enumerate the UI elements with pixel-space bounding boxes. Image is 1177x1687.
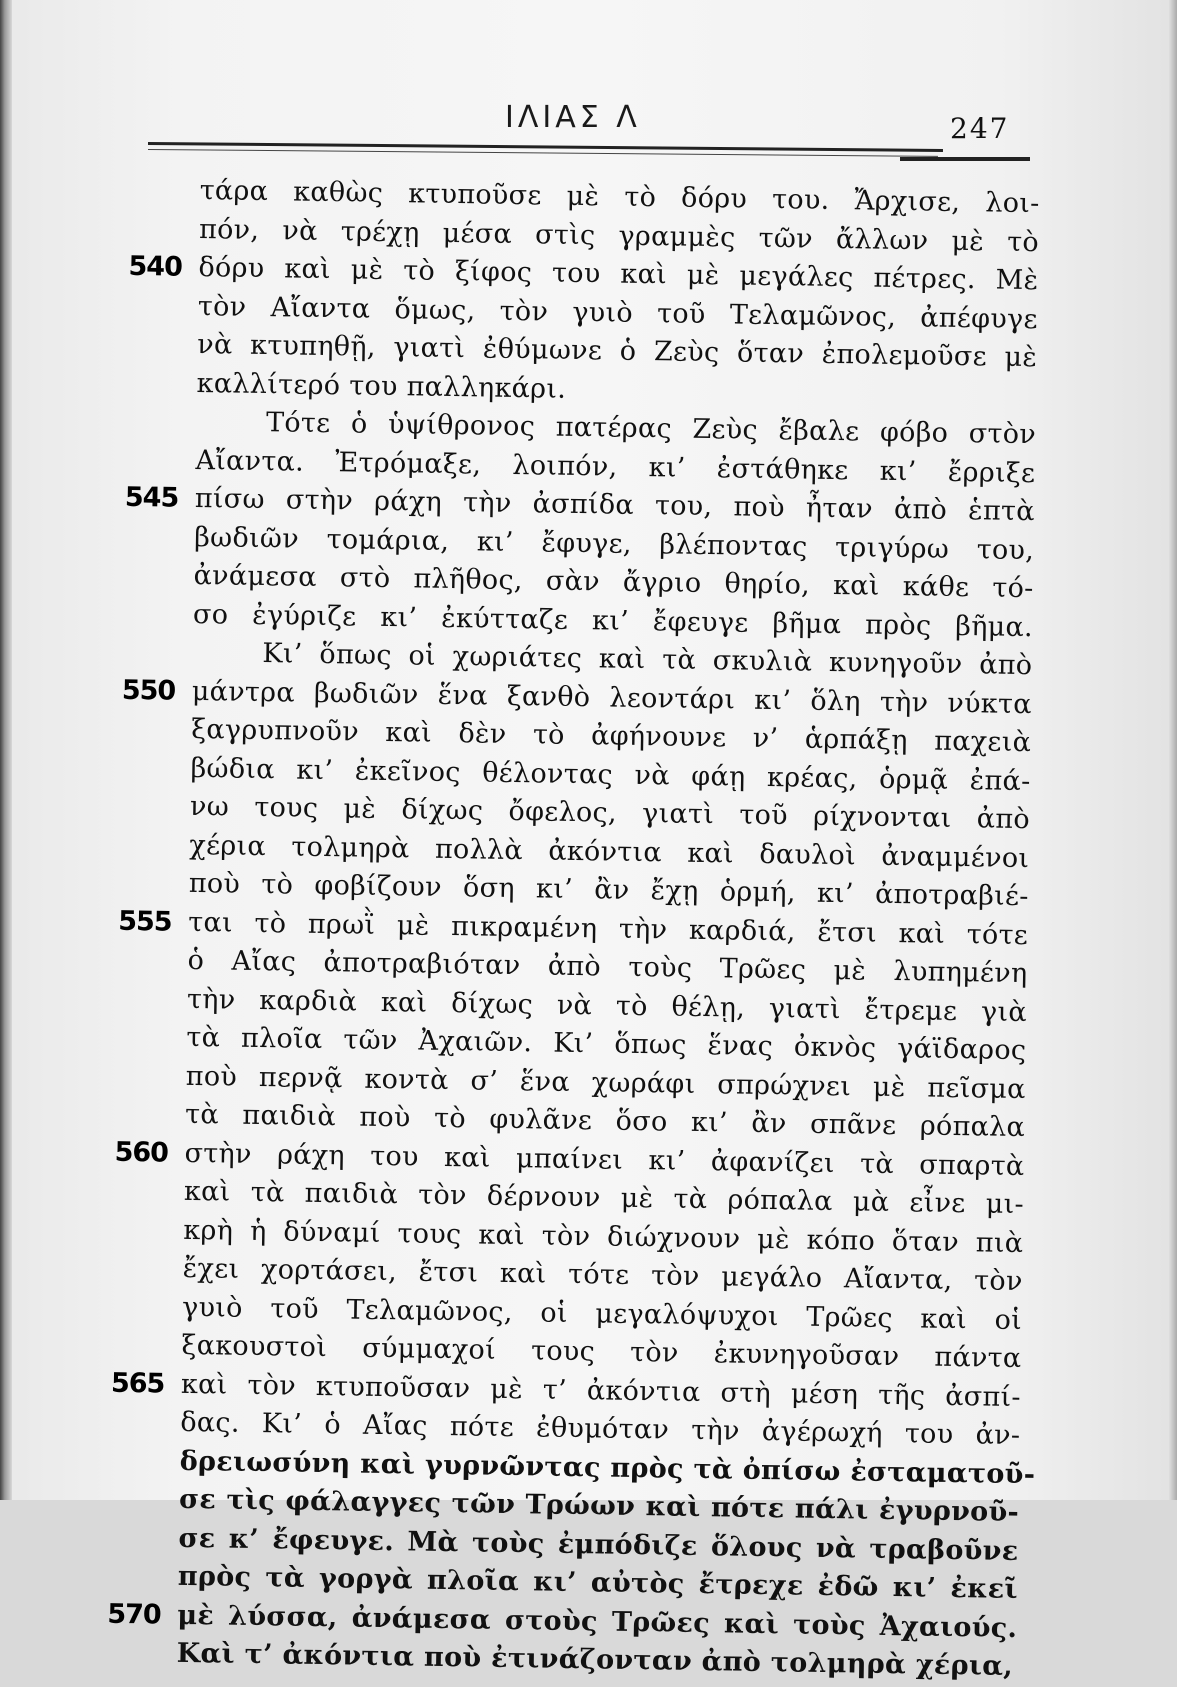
text-line-content: τὴν καρδιὰ καὶ δίχως νὰ τὸ θέλῃ, γιατὶ ἔτρεμε γιὰ [186, 983, 1028, 1028]
text-line-content: Καὶ τ’ ἀκόντια ποὺ ἐτινάζονταν ἀπὸ τολμηρὰ χέρια, [176, 1637, 1014, 1682]
verse-line-number: 545 [124, 481, 179, 514]
text-line-content: κρὴ ἡ δύναμί τους καὶ τὸν διώχνουν μὲ κόπο ὅταν πιὰ [183, 1214, 1024, 1259]
verse-line-number: 570 [107, 1598, 161, 1631]
text-line-content: στὴν ράχη του καὶ μπαίνει κι’ ἀφανίζει τὰ σπαρτὰ [184, 1137, 1025, 1182]
text-line-content: Τότε ὁ ὑψίθρονος πατέρας Ζεὺς ἔβαλε φόβο στὸν [265, 407, 1037, 451]
text-line-content: χέρια τολμηρὰ πολλὰ ἀκόντια καὶ δαυλοὶ ἀναμμένοι [189, 829, 1030, 874]
text-line-content: ὁ Αἴας ἀποτραβιόταν ἀπὸ τοὺς Τρῶες μὲ λυπημένη [187, 944, 1028, 990]
text-line-content: σο ἐγύριζε κι’ ἐκύτταζε κι’ ἔφευγε βῆμα πρὸς βῆμα. [192, 598, 1034, 643]
text-line-content: δρειωσύνη καὶ γυρνῶντας πρὸς τὰ ὀπίσω ἐσταματοῦ- [179, 1445, 1036, 1490]
text-line-content: καλλίτερό του παλληκάρι. [196, 367, 567, 405]
text-line-content: καὶ τὸν κτυποῦσαν μὲ τ’ ἀκόντια στὴ μέση τῆς ἀσπί- [180, 1368, 1022, 1413]
text-line-content: τὸν Αἴαντα ὅμως, τὸν γυιὸ τοῦ Τελαμῶνος, ἀπέφυγε [197, 290, 1039, 335]
body-text [107, 172, 1040, 1687]
page-number: 247 [950, 112, 1010, 145]
text-line-content: ξαγρυπνοῦν καὶ δὲν τὸ ἀφήνουνε ν’ ἁρπάξῃ παχειὰ [190, 713, 1032, 759]
text-line-content: σε τὶς φάλαγγες τῶν Τρώων καὶ πότε πάλι ἐγυρνοῦ- [178, 1483, 1020, 1529]
verse-line-number: 555 [117, 905, 172, 938]
text-line-content: ξακουστοὶ σύμμαχοί τους τὸν ἐκυνηγοῦσαν πάντα [181, 1329, 1022, 1375]
text-line-content: καὶ τὰ παιδιὰ τὸν δέρνουν μὲ τὰ ρόπαλα μὰ εἶνε μι- [183, 1175, 1025, 1221]
verse-line-number: 550 [121, 674, 176, 707]
text-line-content: δας. Κι’ ὁ Αἴας πότε ἐθυμόταν τὴν ἀγέρωχή του ἀν- [180, 1406, 1021, 1452]
text-line-content: πρὸς τὰ γοργὰ πλοῖα κι’ αὐτὸς ἔτρεχε ἐδῶ κι’ ἐκεῖ [177, 1560, 1019, 1606]
verse-line-number: 560 [114, 1136, 169, 1169]
text-line-content: ἀνάμεσα στὸ πλῆθος, σὰν ἄγριο θηρίο, καὶ κάθε τό- [193, 559, 1034, 605]
text-line-content: ποὺ περνᾷ κοντὰ σ’ ἕνα χωράφι σπρώχνει μὲ πεῖσμα [185, 1060, 1026, 1105]
text-line-content: βωδιῶν τομάρια, κι’ ἔφυγε, βλέποντας τριγύρω του, [194, 521, 1035, 566]
text-line-content: νὰ κτυπηθῇ, γιατὶ ἐθύμωνε ὁ Ζεὺς ὅταν ἐπολεμοῦσε μὲ [197, 328, 1038, 374]
page-edge-shadow [1169, 0, 1177, 1500]
text-line-content: Κι’ ὅπως οἱ χωριάτες καὶ τὰ σκυλιὰ κυνηγοῦν ἀπὸ [262, 638, 1033, 682]
text-line-content: βώδια κι’ ἐκεῖνος θέλοντας νὰ φάῃ κρέας, ὁρμᾷ ἐπά- [190, 752, 1031, 797]
text-line-content: ται τὸ πρωῒ μὲ πικραμένη τὴν καρδιά, ἔτσι καὶ τότε [187, 906, 1029, 951]
text-line-content: ποὺ τὸ φοβίζουν ὅση κι’ ἂν ἔχῃ ὁρμή, κι’ ἀποτραβιέ- [188, 867, 1029, 913]
text-line-content: ἔχει χορτάσει, ἔτσι καὶ τότε τὸν μεγάλο Αἴαντα, τὸν [182, 1252, 1023, 1298]
text-line-content: μὲ λύσσα, ἀνάμεσα στοὺς Τρῶες καὶ τοὺς Ἀχαιούς. [177, 1599, 1018, 1644]
verse-line-number: 565 [110, 1367, 165, 1400]
text-line-content: πίσω στὴν ράχη τὴν ἀσπίδα του, ποὺ ἦταν ἀπὸ ἑπτὰ [194, 482, 1036, 528]
text-line-content: τὰ πλοῖα τῶν Ἀχαιῶν. Κι’ ὅπως ἕνας ὀκνὸς γάϊδαρος [186, 1021, 1027, 1067]
verse-line-number: 540 [128, 250, 183, 283]
text-line-content: Αἴαντα. Ἐτρόμαξε, λοιπόν, κι’ ἐστάθηκε κι’ ἔρριξε [195, 444, 1036, 489]
text-line-content: μάντρα βωδιῶν ἕνα ξανθὸ λεοντάρι κι’ ὅλη τὴν νύκτα [191, 675, 1032, 720]
text-line-content: σε κ’ ἔφευγε. Μὰ τοὺς ἐμπόδιζε ὅλους νὰ τραβοῦνε [178, 1522, 1019, 1567]
header-rule-accent [900, 157, 1030, 161]
text-line-content: πόν, νὰ τρέχῃ μέσα στὶς γραμμὲς τῶν ἄλλων μὲ τὸ [198, 213, 1040, 258]
text-line-content: γυιὸ τοῦ Τελαμῶνος, οἱ μεγαλόψυχοι Τρῶες καὶ οἱ [181, 1291, 1023, 1336]
text-line-content: δόρυ καὶ μὲ τὸ ξίφος του καὶ μὲ μεγάλες πέτρες. Μὲ [198, 251, 1039, 297]
text-line-content: νω τους μὲ δίχως ὄφελος, γιατὶ τοῦ ρίχνονται ἀπὸ [189, 790, 1031, 836]
running-header-title: ΙΛΙΑΣ Λ [505, 100, 641, 135]
text-line-content: τὰ παιδιὰ ποὺ τὸ φυλᾶνε ὅσο κι’ ἂν σπᾶνε ρόπαλα [184, 1098, 1026, 1144]
text-line-content: τάρα καθὼς κτυποῦσε μὲ τὸ δόρυ του. Ἄρχισε, λοι- [199, 174, 1040, 220]
page-binding-shadow [0, 0, 12, 1500]
